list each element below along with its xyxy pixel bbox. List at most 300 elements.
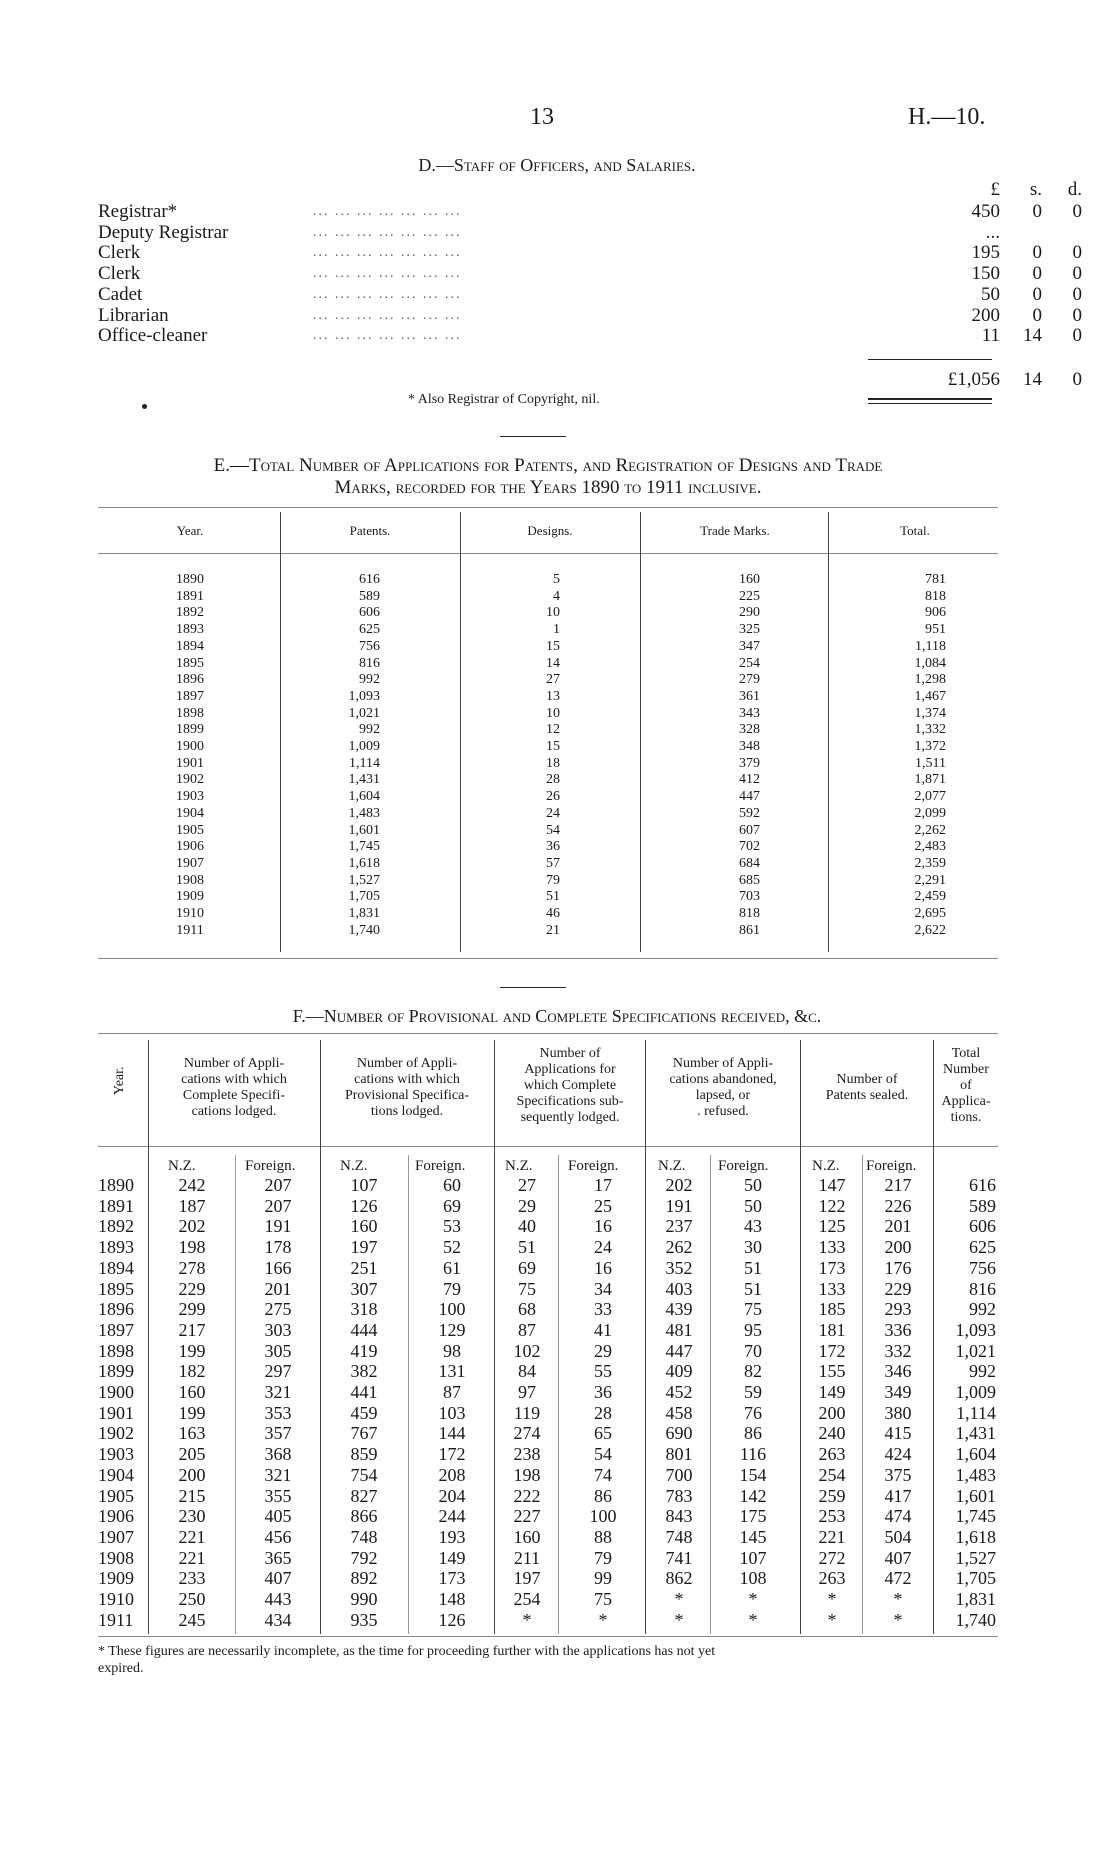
table-e-designs-cell: 5 [553, 572, 560, 587]
table-f-complete-foreign-cell: 191 [264, 1216, 292, 1237]
table-f-total-cell: 992 [969, 1299, 996, 1320]
table-f-abandoned-nz-cell: 409 [665, 1361, 693, 1382]
table-f-abandoned-nz-cell: 403 [665, 1278, 693, 1299]
table-e-designs-cell: 79 [546, 872, 560, 888]
table-e-header-patents: Patents. [349, 523, 391, 538]
table-f-complete-nz-cell: 198 [178, 1237, 206, 1258]
table-e-year-cell: 1901 [176, 755, 204, 771]
table-f-complete-foreign-cell: 357 [264, 1423, 292, 1444]
sub-header-foreign: Foreign. [866, 1158, 917, 1174]
table-e-patents-cell: 1,604 [348, 789, 380, 805]
table-f-complete-nz-cell: 199 [178, 1402, 206, 1423]
table-f-year-cell: 1901 [98, 1402, 134, 1423]
table-e-patents-cell: 1,009 [348, 739, 380, 755]
table-f-abandoned-nz-cell: 458 [665, 1402, 693, 1423]
table-e-total-cell: 1,374 [914, 705, 946, 721]
table-f-sealed-nz-cell: 181 [818, 1319, 846, 1340]
table-f-complete-nz-cell: 278 [178, 1257, 206, 1278]
table-f-complete-nz-cell: 230 [178, 1506, 206, 1527]
pounds-header: £ [990, 179, 1000, 200]
salary-shillings: 0 [1032, 201, 1042, 222]
table-f-sealed-nz-cell: * [827, 1609, 837, 1630]
table-f-year-cell: 1894 [98, 1257, 134, 1278]
table-f-total-cell: 606 [969, 1216, 996, 1237]
table-e-bottom-rule [98, 958, 998, 959]
table-f-sealed-foreign-cell: 332 [884, 1340, 912, 1361]
table-f-abandoned-nz-cell: 481 [665, 1319, 693, 1340]
table-e-header-trade-marks: Trade Marks. [700, 523, 770, 538]
table-f-provisional-foreign-cell: 193 [438, 1526, 466, 1547]
table-f-subsequent-foreign-cell: 25 [594, 1195, 612, 1216]
table-e-trade-marks-cell: 160 [739, 572, 760, 587]
table-e-patents-cell: 589 [359, 588, 380, 604]
table-f-sealed-foreign-cell: 336 [884, 1319, 912, 1340]
table-e-divider [460, 512, 461, 952]
bullet-mark [142, 404, 147, 409]
table-f-complete-nz-cell: 160 [178, 1382, 206, 1403]
table-e-patents-cell: 606 [359, 605, 380, 621]
table-f-complete-nz-cell: 200 [178, 1464, 206, 1485]
table-f-subsequent-nz-cell: 97 [518, 1382, 536, 1403]
table-f-subsequent-foreign-column [568, 1175, 638, 1630]
table-f-complete-nz-column [160, 1175, 224, 1630]
table-f-abandoned-nz-cell: * [674, 1589, 684, 1610]
table-f-abandoned-foreign-cell: 86 [744, 1423, 762, 1444]
table-f-complete-foreign-cell: 303 [264, 1319, 292, 1340]
table-f-subsequent-foreign-cell: 41 [594, 1319, 612, 1340]
table-f-header-line: cations abandoned, [669, 1072, 777, 1087]
table-e-year-cell: 1905 [176, 822, 204, 838]
leader-dots: ... ... ... ... ... ... ... [313, 266, 462, 282]
table-f-subsequent-nz-cell: 274 [513, 1423, 541, 1444]
table-f-abandoned-nz-cell: 262 [665, 1237, 693, 1258]
salary-pounds: 50 [981, 283, 1000, 305]
table-f-abandoned-foreign-cell: * [748, 1609, 758, 1630]
table-f-sealed-foreign-cell: 229 [884, 1278, 912, 1299]
table-e-patents-cell: 992 [359, 722, 380, 738]
staff-row [98, 223, 998, 243]
table-f-subsequent-foreign-cell: 55 [594, 1361, 612, 1382]
table-e-year-cell: 1892 [176, 605, 204, 621]
table-f-complete-foreign-cell: 207 [264, 1195, 292, 1216]
table-f-header-line: Number of Appli- [183, 1056, 285, 1071]
table-f-sealed-nz-cell: 259 [818, 1485, 846, 1506]
table-f-abandoned-foreign-cell: 107 [739, 1547, 767, 1568]
table-f-header-total [934, 1046, 998, 1126]
table-e-designs-cell: 15 [546, 739, 560, 755]
staff-total-double-rule [868, 398, 992, 400]
table-f-provisional-foreign-cell: 60 [443, 1175, 461, 1195]
table-f-provisional-foreign-cell: 244 [438, 1506, 466, 1527]
table-f-subsequent-nz-cell: 84 [518, 1361, 536, 1382]
table-e-total-cell: 1,372 [914, 739, 946, 755]
staff-total-pounds: £1,056 [947, 369, 1000, 390]
leader-dots: ... ... ... ... ... ... ... [313, 286, 462, 302]
table-f-complete-nz-cell: 229 [178, 1278, 206, 1299]
table-e-designs-cell: 36 [546, 839, 560, 855]
table-e-total-cell: 1,467 [914, 688, 946, 704]
table-f-divider [494, 1040, 495, 1634]
table-f-complete-nz-cell: 250 [178, 1589, 206, 1610]
table-e-patents-column [300, 572, 380, 939]
table-f-year-cell: 1910 [98, 1589, 134, 1610]
table-f-sealed-foreign-cell: 201 [884, 1216, 912, 1237]
table-e-patents-cell: 1,601 [348, 822, 380, 838]
table-f-abandoned-nz-cell: 741 [665, 1547, 693, 1568]
table-e-designs-cell: 18 [546, 755, 560, 771]
table-e-patents-cell: 1,431 [348, 772, 380, 788]
table-e-trade-marks-cell: 343 [739, 705, 760, 721]
table-f-complete-foreign-cell: 405 [264, 1506, 292, 1527]
table-e-total-cell: 2,459 [914, 889, 946, 905]
table-f-subsequent-foreign-cell: 33 [594, 1299, 612, 1320]
table-e-year-cell: 1902 [176, 772, 204, 788]
table-f-sealed-foreign-cell: 176 [884, 1257, 912, 1278]
table-f-header-line: lapsed, or [695, 1088, 751, 1103]
table-e-year-cell: 1893 [176, 622, 204, 638]
table-f-sealed-foreign-cell: 226 [884, 1195, 912, 1216]
table-f-abandoned-nz-cell: 352 [665, 1257, 693, 1278]
table-f-year-cell: 1890 [98, 1175, 134, 1195]
table-e-trade-marks-cell: 412 [739, 772, 760, 788]
table-f-subdivider [408, 1155, 409, 1634]
table-f-complete-nz-cell: 163 [178, 1423, 206, 1444]
table-f-year-cell: 1905 [98, 1485, 134, 1506]
sub-header-nz: N.Z. [168, 1158, 196, 1174]
table-f-sealed-foreign-cell: * [893, 1589, 903, 1610]
table-e-designs-cell: 28 [546, 772, 560, 788]
table-f-provisional-nz-cell: 935 [350, 1609, 378, 1630]
salary-pence: 0 [1072, 242, 1082, 264]
leader-dots: ... ... ... ... ... ... ... [313, 328, 462, 344]
table-f-year-cell: 1900 [98, 1382, 134, 1403]
staff-row [98, 263, 1082, 285]
table-f-sealed-nz-column [805, 1175, 859, 1630]
table-f-header-line: cations with which [354, 1072, 460, 1087]
table-f-complete-foreign-column [248, 1175, 308, 1630]
table-e-trade-marks-cell: 325 [739, 622, 760, 638]
table-f-year-cell: 1902 [98, 1423, 134, 1444]
table-f-subdivider [558, 1155, 559, 1634]
table-f-abandoned-foreign-cell: 145 [739, 1526, 767, 1547]
table-f-subsequent-nz-cell: 254 [513, 1589, 541, 1610]
table-f-complete-foreign-cell: 434 [264, 1609, 292, 1630]
staff-title-label: Registrar* [98, 201, 178, 222]
table-f-abandoned-nz-cell: 783 [665, 1485, 693, 1506]
sub-header-foreign: Foreign. [245, 1158, 296, 1174]
leader-dots: ... ... ... ... ... ... ... [313, 307, 462, 323]
table-e-trade-marks-cell: 279 [739, 672, 760, 688]
table-e-patents-cell: 625 [359, 622, 380, 638]
table-f-sealed-foreign-column [866, 1175, 930, 1630]
table-f-header-sealed [802, 1072, 932, 1104]
sub-header-foreign: Foreign. [718, 1158, 769, 1174]
table-f-abandoned-foreign-cell: 51 [744, 1257, 762, 1278]
table-f-subsequent-nz-cell: 211 [513, 1547, 541, 1568]
table-f-provisional-nz-cell: 748 [350, 1526, 378, 1547]
table-e-header-total: Total. [900, 523, 930, 538]
table-f-sealed-foreign-cell: 293 [884, 1299, 912, 1320]
table-e-total-cell: 2,483 [914, 839, 946, 855]
table-f-provisional-nz-column [332, 1175, 396, 1630]
table-e-year-cell: 1897 [176, 688, 204, 704]
table-e-total-cell: 2,077 [914, 789, 946, 805]
table-f-abandoned-nz-cell: 700 [665, 1464, 693, 1485]
table-f-sealed-nz-cell: 272 [818, 1547, 846, 1568]
table-f-abandoned-foreign-cell: 154 [739, 1464, 767, 1485]
table-f-complete-nz-cell: 182 [178, 1361, 206, 1382]
salary-shillings: 0 [1032, 283, 1042, 305]
staff-total-row [98, 369, 1082, 390]
table-e-trade-marks-cell: 592 [739, 805, 760, 821]
table-f-abandoned-foreign-cell: 116 [739, 1444, 767, 1465]
table-e-trade-marks-column [700, 572, 760, 939]
table-e-year-cell: 1894 [176, 638, 204, 654]
table-f-complete-nz-cell: 215 [178, 1485, 206, 1506]
salary-pounds: 200 [971, 304, 1000, 326]
table-f-header-line: Number [943, 1062, 989, 1077]
table-f-subsequent-nz-cell: * [522, 1609, 532, 1630]
table-f-total-cell: 756 [969, 1257, 996, 1278]
table-f-year-cell: 1908 [98, 1547, 134, 1568]
table-f-header-line: tions lodged. [370, 1104, 444, 1119]
table-f-provisional-nz-cell: 866 [350, 1506, 378, 1527]
staff-title-label: Cadet [98, 283, 143, 305]
table-e-designs-cell: 26 [546, 789, 560, 805]
table-f-subsequent-nz-column [500, 1175, 554, 1630]
salary-pounds: ... [985, 221, 1000, 243]
table-f-header-line: sequently lodged. [520, 1110, 620, 1125]
table-e-patents-cell: 1,527 [348, 872, 380, 888]
table-f-abandoned-foreign-cell: 50 [744, 1175, 762, 1195]
table-e-patents-cell: 816 [359, 655, 380, 671]
table-f-provisional-foreign-cell: 100 [438, 1299, 466, 1320]
staff-total-double-rule-2 [868, 403, 992, 404]
table-f-complete-foreign-cell: 456 [264, 1526, 292, 1547]
table-f-abandoned-nz-cell: 202 [665, 1175, 693, 1195]
table-f-year-cell: 1899 [98, 1361, 134, 1382]
table-f-header-abandoned [647, 1056, 799, 1120]
table-e-patents-cell: 1,021 [348, 705, 380, 721]
table-f-total-cell: 1,618 [955, 1526, 996, 1547]
table-f-divider [645, 1040, 646, 1634]
table-e-year-cell: 1908 [176, 872, 204, 888]
table-e-designs-cell: 15 [546, 638, 560, 654]
staff-title-label: Clerk [98, 242, 141, 264]
table-e-year-cell: 1890 [176, 572, 204, 587]
table-e-total-cell: 2,291 [914, 872, 946, 888]
table-f-complete-foreign-cell: 443 [264, 1589, 292, 1610]
table-e-year-cell: 1906 [176, 839, 204, 855]
table-f-subsequent-nz-cell: 198 [513, 1464, 541, 1485]
staff-title-label: Librarian [98, 304, 169, 326]
table-f-complete-nz-cell: 221 [178, 1547, 206, 1568]
table-f-year-cell: 1903 [98, 1444, 134, 1465]
table-f-provisional-nz-cell: 441 [350, 1382, 378, 1403]
table-e-trade-marks-cell: 684 [739, 855, 760, 871]
table-f-complete-nz-cell: 221 [178, 1526, 206, 1547]
table-f-sealed-nz-cell: * [827, 1589, 837, 1610]
table-f-complete-nz-cell: 187 [178, 1195, 206, 1216]
table-f-subsequent-nz-cell: 75 [518, 1278, 536, 1299]
table-e-designs-cell: 12 [546, 722, 560, 738]
table-f-abandoned-foreign-cell: 95 [744, 1319, 762, 1340]
table-f-total-cell: 1,604 [955, 1444, 996, 1465]
table-f-abandoned-foreign-cell: 70 [744, 1340, 762, 1361]
table-f-provisional-nz-cell: 251 [350, 1257, 378, 1278]
table-e-patents-cell: 1,831 [348, 906, 380, 922]
table-e-designs-cell: 46 [546, 906, 560, 922]
table-f-provisional-nz-cell: 892 [350, 1568, 378, 1589]
table-e-designs-cell: 13 [546, 688, 560, 704]
table-f-provisional-foreign-cell: 126 [438, 1609, 466, 1630]
table-f-subsequent-foreign-cell: 79 [594, 1547, 612, 1568]
table-f-header-subsequent [496, 1046, 644, 1126]
staff-total-pence: 0 [1072, 369, 1082, 390]
table-f-header-line: cations with which [181, 1072, 287, 1087]
salary-pence: 0 [1072, 201, 1082, 222]
table-e-patents-cell: 992 [359, 672, 380, 688]
table-f-year-cell: 1909 [98, 1568, 134, 1589]
table-f-sealed-nz-cell: 147 [818, 1175, 846, 1195]
table-e-total-cell: 906 [925, 605, 946, 621]
table-f-provisional-foreign-cell: 129 [438, 1319, 466, 1340]
table-e-total-cell: 1,511 [915, 755, 946, 771]
table-f-provisional-nz-cell: 382 [350, 1361, 378, 1382]
table-e-patents-cell: 1,114 [349, 755, 380, 771]
table-f-header-line: Provisional Specifica- [344, 1088, 470, 1103]
table-f-abandoned-nz-cell: 843 [665, 1506, 693, 1527]
table-f-subsequent-foreign-cell: 100 [589, 1506, 617, 1527]
table-e-divider [280, 512, 281, 952]
table-f-subsequent-foreign-cell: 99 [594, 1568, 612, 1589]
table-f-provisional-foreign-cell: 69 [443, 1195, 461, 1216]
salary-pounds: 450 [971, 201, 1000, 222]
table-e-patents-cell: 1,745 [348, 839, 380, 855]
section-divider [500, 436, 566, 437]
table-e-year-cell: 1896 [176, 672, 204, 688]
table-f-abandoned-foreign-cell: 51 [744, 1278, 762, 1299]
staff-section-title: D.—Staff of Officers, and Salaries. [418, 155, 696, 175]
table-f-complete-nz-cell: 202 [178, 1216, 206, 1237]
table-f-total-cell: 1,093 [955, 1319, 996, 1340]
table-e-total-cell: 781 [925, 572, 946, 587]
table-f-complete-nz-cell: 233 [178, 1568, 206, 1589]
table-e-patents-cell: 756 [359, 638, 380, 654]
table-f-complete-foreign-cell: 305 [264, 1340, 292, 1361]
table-f-subsequent-foreign-cell: 24 [594, 1237, 612, 1258]
table-e-designs-cell: 1 [553, 622, 560, 638]
table-e-designs-cell: 24 [546, 805, 560, 821]
table-f-complete-nz-cell: 242 [178, 1175, 206, 1195]
table-f-year-cell: 1896 [98, 1299, 134, 1320]
table-f-header-line: Patents sealed. [825, 1088, 909, 1103]
table-f-provisional-foreign-cell: 103 [438, 1402, 466, 1423]
table-f-subdivider [862, 1155, 863, 1634]
table-f-sealed-nz-cell: 263 [818, 1444, 846, 1465]
staff-row [98, 242, 1082, 264]
table-e-trade-marks-cell: 348 [739, 739, 760, 755]
table-f-header-year: Year. [112, 1066, 127, 1095]
table-f-sealed-nz-cell: 254 [818, 1464, 846, 1485]
table-f-provisional-nz-cell: 792 [350, 1547, 378, 1568]
table-f-year-cell: 1897 [98, 1319, 134, 1340]
table-e-patents-cell: 1,740 [348, 922, 380, 938]
sub-header-nz: N.Z. [340, 1158, 368, 1174]
table-f-sealed-nz-cell: 240 [818, 1423, 846, 1444]
table-f-header-line: which Complete [523, 1078, 617, 1093]
table-f-sealed-foreign-cell: 217 [884, 1175, 912, 1195]
table-f-provisional-foreign-cell: 172 [438, 1444, 466, 1465]
table-f-provisional-nz-cell: 197 [350, 1237, 378, 1258]
table-e-total-cell: 2,622 [914, 922, 946, 938]
table-f-sealed-nz-cell: 172 [818, 1340, 846, 1361]
table-f-year-cell: 1904 [98, 1464, 134, 1485]
table-f-subsequent-nz-cell: 227 [513, 1506, 541, 1527]
table-f-provisional-nz-cell: 859 [350, 1444, 378, 1465]
staff-total-shillings: 14 [1023, 369, 1042, 390]
table-f-year-cell: 1893 [98, 1237, 134, 1258]
table-e-header-year: Year. [176, 523, 204, 538]
table-e-year-cell: 1895 [176, 655, 204, 671]
table-e-total-cell: 1,332 [914, 722, 946, 738]
table-e-designs-cell: 51 [546, 889, 560, 905]
table-f-subsequent-nz-cell: 68 [518, 1299, 536, 1320]
table-f-sealed-nz-cell: 133 [818, 1237, 846, 1258]
table-e-patents-cell: 1,705 [348, 889, 380, 905]
table-f-subsequent-foreign-cell: 34 [594, 1278, 612, 1299]
table-f-provisional-nz-cell: 307 [350, 1278, 378, 1299]
sub-header-nz: N.Z. [505, 1158, 533, 1174]
staff-row [98, 201, 1082, 222]
staff-sum-rule [868, 359, 992, 360]
table-f-sealed-foreign-cell: 415 [884, 1423, 912, 1444]
table-f-provisional-nz-cell: 767 [350, 1423, 378, 1444]
salary-shillings: 14 [1023, 325, 1042, 347]
table-e-year-cell: 1903 [176, 789, 204, 805]
table-f-sealed-nz-cell: 155 [818, 1361, 846, 1382]
table-e-total-cell: 1,298 [914, 672, 946, 688]
table-f-total-cell: 1,431 [955, 1423, 996, 1444]
table-f-sealed-foreign-cell: 380 [884, 1402, 912, 1423]
table-e-trade-marks-cell: 702 [739, 839, 760, 855]
table-f-abandoned-nz-cell: * [674, 1609, 684, 1630]
table-f-complete-foreign-cell: 353 [264, 1402, 292, 1423]
table-f-abandoned-foreign-cell: 43 [744, 1216, 762, 1237]
table-f-abandoned-foreign-cell: 59 [744, 1382, 762, 1403]
table-f-provisional-foreign-cell: 61 [443, 1257, 461, 1278]
table-f-total-cell: 1,740 [955, 1609, 996, 1630]
table-f-abandoned-nz-cell: 237 [665, 1216, 693, 1237]
table-f-abandoned-foreign-cell: 50 [744, 1195, 762, 1216]
table-f-header-line: Applica- [941, 1094, 991, 1109]
table-e-designs-cell: 57 [546, 855, 560, 871]
table-f-sealed-nz-cell: 263 [818, 1568, 846, 1589]
table-f-sealed-nz-cell: 200 [818, 1402, 846, 1423]
table-f-year-cell: 1907 [98, 1526, 134, 1547]
table-f-complete-foreign-cell: 178 [264, 1237, 292, 1258]
table-f-provisional-nz-cell: 126 [350, 1195, 378, 1216]
table-f-subsequent-foreign-cell: 65 [594, 1423, 612, 1444]
table-f-sealed-nz-cell: 253 [818, 1506, 846, 1527]
table-f-abandoned-foreign-cell: 142 [739, 1485, 767, 1506]
table-e-total-column [880, 572, 946, 939]
table-f-abandoned-nz-column [652, 1175, 706, 1630]
table-f-subsequent-foreign-cell: 28 [594, 1402, 612, 1423]
table-f-year-cell: 1895 [98, 1278, 134, 1299]
table-f-provisional-foreign-cell: 148 [438, 1589, 466, 1610]
table-f-bottom-rule [98, 1636, 998, 1637]
